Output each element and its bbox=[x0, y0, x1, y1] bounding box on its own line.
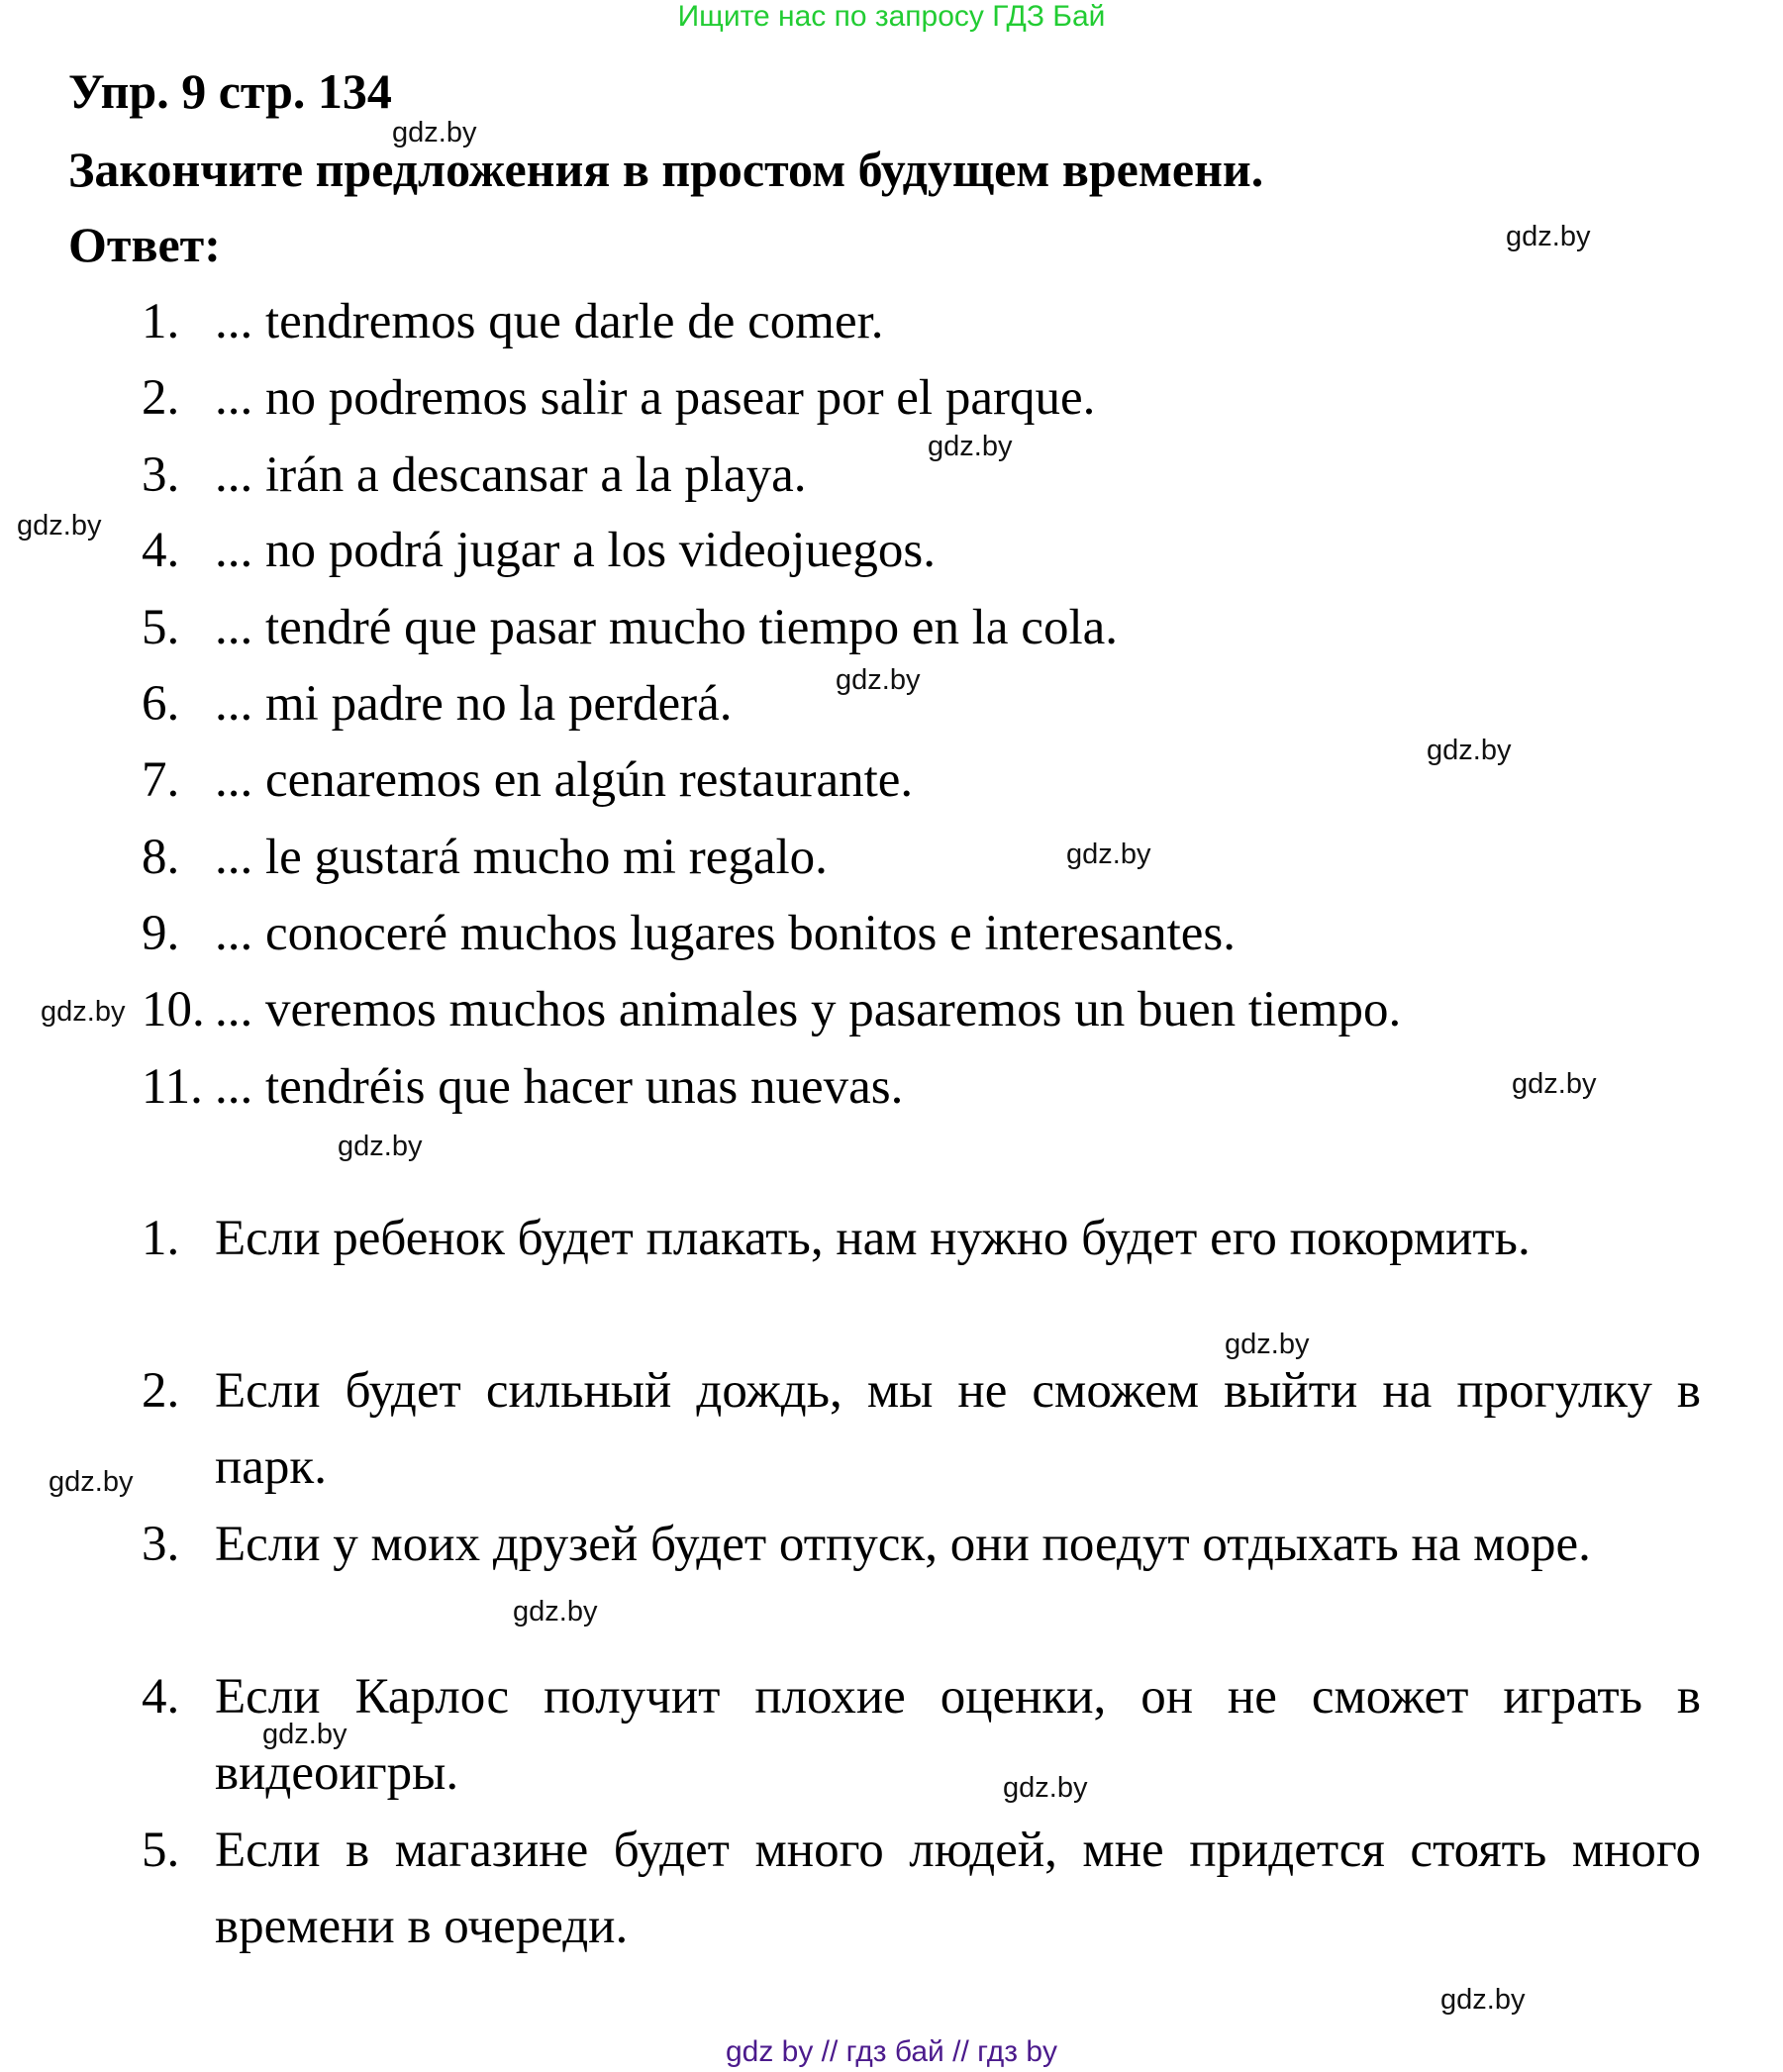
list-item: ... conoceré muchos lugares bonitos e interesantes. bbox=[215, 906, 1237, 961]
list-item: ... tendré que pasar mucho tiempo en la cola. bbox=[215, 600, 1118, 655]
watermark: gdz.by bbox=[1440, 1984, 1526, 2016]
list-item: ... irán a descansar a la playa. bbox=[215, 447, 807, 503]
list-item: ... tendréis que hacer unas nuevas. bbox=[215, 1059, 904, 1115]
list-item: ... tendremos que darle de comer. bbox=[215, 294, 884, 349]
list-item-number: 11. bbox=[142, 1059, 203, 1115]
list-item: ... no podremos salir a pasear por el parque. bbox=[215, 370, 1096, 426]
list-item-number: 7. bbox=[142, 752, 180, 808]
watermark: gdz.by bbox=[1427, 735, 1512, 766]
list-item-number: 4. bbox=[142, 523, 180, 578]
task-heading: Закончите предложения в простом будущем времени. bbox=[68, 142, 1264, 197]
list-item: ... le gustará mucho mi regalo. bbox=[215, 830, 828, 885]
list-item-number: 3. bbox=[142, 1517, 180, 1572]
list-item-number: 8. bbox=[142, 830, 180, 885]
answer-label: Ответ: bbox=[68, 217, 221, 272]
watermark: gdz.by bbox=[41, 996, 126, 1028]
watermark: gdz.by bbox=[49, 1466, 134, 1498]
list-item-number: 5. bbox=[142, 1823, 180, 1878]
watermark: gdz.by bbox=[1512, 1068, 1597, 1100]
list-item-number: 3. bbox=[142, 447, 180, 503]
list-item-number: 10. bbox=[142, 982, 205, 1037]
list-item-number: 6. bbox=[142, 676, 180, 732]
list-item: ... veremos muchos animales y pasaremos un buen tiempo. bbox=[215, 982, 1402, 1037]
list-item-number: 2. bbox=[142, 1363, 180, 1419]
list-item-number: 1. bbox=[142, 294, 180, 349]
watermark: gdz.by bbox=[1003, 1772, 1088, 1804]
list-item-number: 5. bbox=[142, 600, 180, 655]
list-item-number: 1. bbox=[142, 1211, 180, 1266]
watermark: gdz.by bbox=[513, 1596, 598, 1628]
watermark: gdz.by bbox=[928, 431, 1013, 462]
list-item: Если в магазине будет много людей, мне придется стоять много времени в очереди. bbox=[215, 1823, 1701, 1954]
list-item: Если у моих друзей будет отпуск, они поедут отдыхать на море. bbox=[215, 1517, 1591, 1572]
list-item: ... cenaremos en algún restaurante. bbox=[215, 752, 914, 808]
list-item: ... no podrá jugar a los videojuegos. bbox=[215, 523, 937, 578]
list-item-number: 4. bbox=[142, 1669, 180, 1725]
exercise-title: Упр. 9 стр. 134 bbox=[68, 63, 392, 119]
watermark: gdz.by bbox=[1066, 839, 1151, 870]
list-item-number: 9. bbox=[142, 906, 180, 961]
watermark: gdz.by bbox=[836, 664, 921, 696]
watermark: gdz.by bbox=[392, 117, 477, 148]
watermark: gdz.by bbox=[338, 1131, 423, 1162]
footer-links: gdz by // гдз бай // гдз by bbox=[725, 2035, 1058, 2068]
search-banner: Ищите нас по запросу ГДЗ Бай bbox=[677, 0, 1106, 33]
watermark: gdz.by bbox=[1506, 221, 1591, 252]
watermark: gdz.by bbox=[17, 510, 102, 542]
list-item: Если будет сильный дождь, мы не сможем выйти на прогулку в парк. bbox=[215, 1363, 1701, 1495]
list-item-number: 2. bbox=[142, 370, 180, 426]
watermark: gdz.by bbox=[262, 1719, 347, 1750]
list-item: ... mi padre no la perderá. bbox=[215, 676, 733, 732]
list-item: Если Карлос получит плохие оценки, он не сможет играть в видеоигры. bbox=[215, 1669, 1701, 1801]
list-item: Если ребенок будет плакать, нам нужно будет его покормить. bbox=[215, 1211, 1531, 1266]
watermark: gdz.by bbox=[1225, 1329, 1310, 1360]
